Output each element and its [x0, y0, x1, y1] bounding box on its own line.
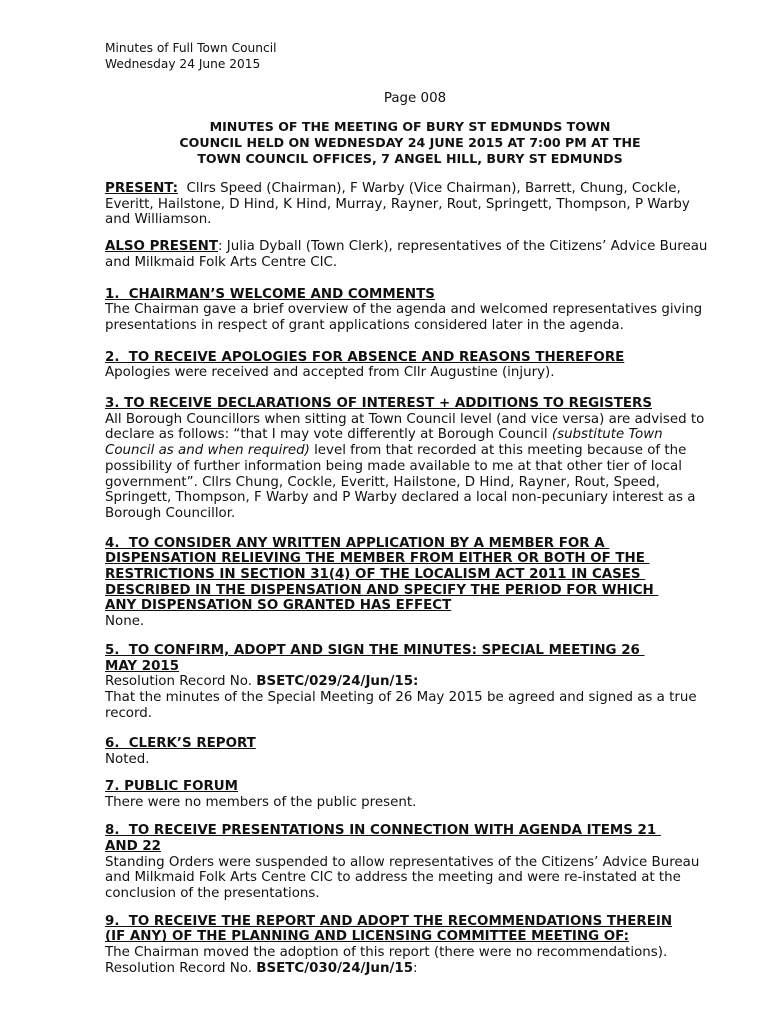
- present-text: Cllrs Speed (Chairman), F Warby (Vice Chairman), Barrett, Chung, Cockle, Everitt, Hailstone, D Hind, K Hind, Murray, Rayner, Rout, Springett, Thompson, P Warby and Williamson.: [105, 181, 695, 228]
- section-8: [105, 823, 715, 902]
- section-3-body-italic: (substitute Town Council as and when required): [105, 427, 663, 459]
- section-7-body: There were no members of the public present.: [105, 794, 417, 810]
- section-4-heading-line-3: RESTRICTIONS IN SECTION 31(4) OF THE LOCALISM ACT 2011 IN CASES: [105, 567, 646, 583]
- section-3-heading: 3. TO RECEIVE DECLARATIONS OF INTEREST + ADDITIONS TO REGISTERS: [105, 396, 652, 412]
- section-1-heading: 1. CHAIRMAN’S WELCOME AND COMMENTS: [105, 286, 435, 302]
- present-paragraph: [105, 181, 715, 228]
- section-2-heading: 2. TO RECEIVE APOLOGIES FOR ABSENCE AND REASONS THEREFORE: [105, 349, 625, 365]
- section-5-resolution: [105, 674, 715, 690]
- section-7-heading: 7. PUBLIC FORUM: [105, 778, 239, 794]
- section-5-heading-line-1: 5. TO CONFIRM, ADOPT AND SIGN THE MINUTES: SPECIAL MEETING 26: [105, 642, 645, 658]
- section-8-body: Standing Orders were suspended to allow representatives of the Citizens’ Advice Bureau and Milkmaid Folk Arts Centre CIC to address the meeting and were re-instated at the conclusion of the presentations.: [105, 854, 700, 902]
- running-header: [105, 41, 715, 72]
- section-5-body: That the minutes of the Special Meeting of 26 May 2015 be agreed and signed as a true record.: [105, 689, 697, 721]
- section-4-heading-line-1: 4. TO CONSIDER ANY WRITTEN APPLICATION BY A MEMBER FOR A: [105, 535, 610, 551]
- title-line-1: MINUTES OF THE MEETING OF BURY ST EDMUNDS TOWN: [209, 119, 611, 134]
- section-6: [105, 736, 715, 767]
- section-8-heading-line-1: 8. TO RECEIVE PRESENTATIONS IN CONNECTION WITH AGENDA ITEMS 21: [105, 823, 661, 839]
- document-title: [105, 119, 715, 167]
- section-4: [105, 536, 715, 630]
- title-line-3: TOWN COUNCIL OFFICES, 7 ANGEL HILL, BURY ST EDMUNDS: [197, 151, 623, 166]
- section-9: [105, 914, 715, 977]
- section-3-body-a: All Borough Councillors when sitting at Town Council level (and vice versa) are advised to declare as follows: “that I may vote differently at Borough Council: [105, 411, 705, 443]
- section-9-heading-line-2: (IF ANY) OF THE PLANNING AND LICENSING COMMITTEE MEETING OF:: [105, 929, 629, 945]
- header-line-2: Wednesday 24 June 2015: [105, 56, 261, 71]
- present-label: PRESENT:: [105, 181, 179, 196]
- section-4-heading-line-5: ANY DISPENSATION SO GRANTED HAS EFFECT: [105, 598, 452, 614]
- title-line-2: COUNCIL HELD ON WEDNESDAY 24 JUNE 2015 AT 7:00 PM AT THE: [179, 135, 641, 150]
- section-1-body: The Chairman gave a brief overview of the agenda and welcomed representatives giving presentations in respect of grant applications considered later in the agenda.: [105, 302, 703, 333]
- also-present-text: : Julia Dyball (Town Clerk), representatives of the Citizens’ Advice Bureau and Milkmaid Folk Arts Centre CIC.: [105, 239, 708, 270]
- section-6-body: Noted.: [105, 752, 150, 768]
- section-6-heading: 6. CLERK’S REPORT: [105, 736, 256, 752]
- section-7: [105, 779, 715, 810]
- section-4-body: None.: [105, 614, 145, 630]
- section-3: [105, 396, 715, 522]
- section-4-heading-line-4: DESCRIBED IN THE DISPENSATION AND SPECIFY THE PERIOD FOR WHICH: [105, 582, 659, 598]
- section-9-resolution: [105, 961, 715, 977]
- section-3-body-b: level from that recorded at this meeting because of the possibility of further information being made available to me at that other tier of local government”. Cllrs Chung, Cockle, Everitt, Hailstone, D Hind, Rayner, Rout, Speed, Springett, Thompson, F Warby and P Warby declared a local non-pecuniary interest as a Borough Councillor.: [105, 443, 696, 521]
- section-5-resolution-label: Resolution Record No.: [105, 674, 257, 690]
- section-5-heading-line-2: MAY 2015: [105, 658, 180, 674]
- section-4-heading-line-2: DISPENSATION RELIEVING THE MEMBER FROM EITHER OR BOTH OF THE: [105, 551, 650, 567]
- section-1: [105, 287, 715, 334]
- section-5: [105, 643, 715, 722]
- also-present-paragraph: [105, 239, 715, 270]
- section-9-heading-line-1: 9. TO RECEIVE THE REPORT AND ADOPT THE RECOMMENDATIONS THEREIN: [105, 913, 673, 929]
- page-number: Page 008: [383, 91, 447, 106]
- also-present-label: ALSO PRESENT: [105, 239, 218, 255]
- section-2: [105, 350, 715, 381]
- section-9-resolution-number: BSETC/030/24/Jun/15: [256, 960, 414, 976]
- section-9-body: The Chairman moved the adoption of this report (there were no recommendations).: [105, 945, 668, 961]
- minutes-page: [105, 41, 715, 977]
- section-9-resolution-label: Resolution Record No.: [105, 960, 257, 976]
- section-9-resolution-tail: :: [413, 960, 418, 976]
- section-5-resolution-number: BSETC/029/24/Jun/15:: [256, 674, 419, 690]
- header-line-1: Minutes of Full Town Council: [105, 41, 277, 55]
- section-8-heading-line-2: AND 22: [105, 838, 161, 854]
- section-2-body: Apologies were received and accepted from Cllr Augustine (injury).: [105, 365, 555, 381]
